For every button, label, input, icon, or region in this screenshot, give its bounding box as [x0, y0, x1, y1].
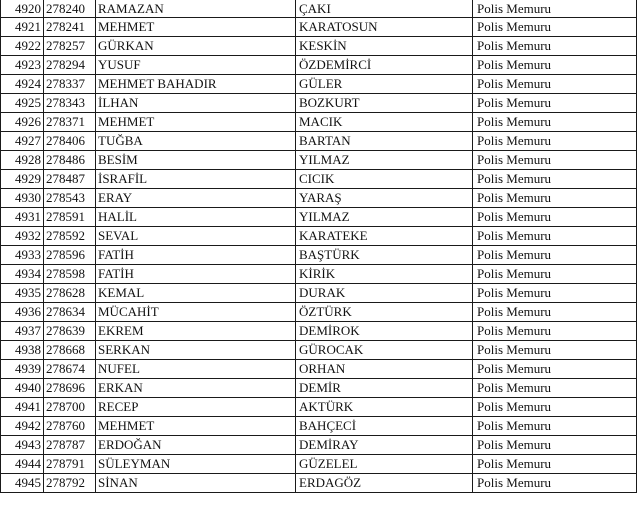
job-title-cell: Polis Memuru [473, 360, 637, 379]
registry-number-cell: 278486 [44, 151, 96, 170]
row-number-cell: 4934 [1, 265, 44, 284]
job-title-cell: Polis Memuru [473, 303, 637, 322]
registry-number-cell: 278787 [44, 436, 96, 455]
surname-cell: BOZKURT [296, 94, 473, 113]
job-title-cell: Polis Memuru [473, 227, 637, 246]
registry-number-cell: 278241 [44, 18, 96, 37]
job-title-cell: Polis Memuru [473, 455, 637, 474]
table-row [1, 94, 637, 113]
surname-cell: ORHAN [296, 360, 473, 379]
first-name-cell: GÜRKAN [96, 37, 296, 56]
first-name-cell: SERKAN [96, 341, 296, 360]
table-row [1, 227, 637, 246]
surname-cell: ÇAKI [296, 0, 473, 18]
first-name-cell: BESİM [96, 151, 296, 170]
job-title-cell: Polis Memuru [473, 56, 637, 75]
row-number-cell: 4942 [1, 417, 44, 436]
surname-cell: GÜZELEL [296, 455, 473, 474]
job-title-cell: Polis Memuru [473, 0, 637, 18]
table-row [1, 436, 637, 455]
row-number-cell: 4936 [1, 303, 44, 322]
surname-cell: ÖZTÜRK [296, 303, 473, 322]
registry-number-cell: 278343 [44, 94, 96, 113]
surname-cell: CICIK [296, 170, 473, 189]
table-row [1, 398, 637, 417]
first-name-cell: FATİH [96, 265, 296, 284]
table-row [1, 322, 637, 341]
registry-number-cell: 278791 [44, 455, 96, 474]
row-number-cell: 4940 [1, 379, 44, 398]
table-row [1, 246, 637, 265]
job-title-cell: Polis Memuru [473, 265, 637, 284]
row-number-cell: 4937 [1, 322, 44, 341]
surname-cell: KİRİK [296, 265, 473, 284]
registry-number-cell: 278628 [44, 284, 96, 303]
surname-cell: BARTAN [296, 132, 473, 151]
job-title-cell: Polis Memuru [473, 474, 637, 493]
table-row [1, 170, 637, 189]
table-row [1, 303, 637, 322]
row-number-cell: 4926 [1, 113, 44, 132]
row-number-cell: 4939 [1, 360, 44, 379]
job-title-cell: Polis Memuru [473, 322, 637, 341]
row-number-cell: 4933 [1, 246, 44, 265]
surname-cell: GÜROCAK [296, 341, 473, 360]
job-title-cell: Polis Memuru [473, 37, 637, 56]
registry-number-cell: 278668 [44, 341, 96, 360]
surname-cell: KARATOSUN [296, 18, 473, 37]
first-name-cell: HALİL [96, 208, 296, 227]
table-row [1, 284, 637, 303]
row-number-cell: 4924 [1, 75, 44, 94]
registry-number-cell: 278592 [44, 227, 96, 246]
first-name-cell: SİNAN [96, 474, 296, 493]
surname-cell: ERDAGÖZ [296, 474, 473, 493]
job-title-cell: Polis Memuru [473, 151, 637, 170]
job-title-cell: Polis Memuru [473, 170, 637, 189]
table-row [1, 341, 637, 360]
job-title-cell: Polis Memuru [473, 113, 637, 132]
job-title-cell: Polis Memuru [473, 379, 637, 398]
row-number-cell: 4922 [1, 37, 44, 56]
first-name-cell: RAMAZAN [96, 0, 296, 18]
registry-number-cell: 278596 [44, 246, 96, 265]
first-name-cell: İLHAN [96, 94, 296, 113]
row-number-cell: 4938 [1, 341, 44, 360]
registry-number-cell: 278696 [44, 379, 96, 398]
table-row [1, 265, 637, 284]
job-title-cell: Polis Memuru [473, 417, 637, 436]
table-row [1, 208, 637, 227]
job-title-cell: Polis Memuru [473, 341, 637, 360]
surname-cell: KESKİN [296, 37, 473, 56]
surname-cell: KARATEKE [296, 227, 473, 246]
registry-number-cell: 278591 [44, 208, 96, 227]
registry-number-cell: 278487 [44, 170, 96, 189]
first-name-cell: FATİH [96, 246, 296, 265]
first-name-cell: NUFEL [96, 360, 296, 379]
row-number-cell: 4920 [1, 0, 44, 18]
first-name-cell: RECEP [96, 398, 296, 417]
row-number-cell: 4945 [1, 474, 44, 493]
surname-cell: YILMAZ [296, 151, 473, 170]
surname-cell: BAŞTÜRK [296, 246, 473, 265]
surname-cell: ÖZDEMİRCİ [296, 56, 473, 75]
row-number-cell: 4927 [1, 132, 44, 151]
surname-cell: DEMİRAY [296, 436, 473, 455]
row-number-cell: 4925 [1, 94, 44, 113]
surname-cell: DURAK [296, 284, 473, 303]
row-number-cell: 4943 [1, 436, 44, 455]
row-number-cell: 4932 [1, 227, 44, 246]
registry-number-cell: 278257 [44, 37, 96, 56]
table-row [1, 189, 637, 208]
job-title-cell: Polis Memuru [473, 94, 637, 113]
job-title-cell: Polis Memuru [473, 18, 637, 37]
table-row [1, 0, 637, 18]
surname-cell: AKTÜRK [296, 398, 473, 417]
table-row [1, 379, 637, 398]
row-number-cell: 4921 [1, 18, 44, 37]
row-number-cell: 4923 [1, 56, 44, 75]
first-name-cell: MEHMET BAHADIR [96, 75, 296, 94]
job-title-cell: Polis Memuru [473, 436, 637, 455]
registry-number-cell: 278792 [44, 474, 96, 493]
first-name-cell: EKREM [96, 322, 296, 341]
first-name-cell: ERAY [96, 189, 296, 208]
table-row [1, 75, 637, 94]
first-name-cell: SEVAL [96, 227, 296, 246]
registry-number-cell: 278294 [44, 56, 96, 75]
registry-number-cell: 278674 [44, 360, 96, 379]
table-row [1, 132, 637, 151]
row-number-cell: 4931 [1, 208, 44, 227]
surname-cell: YARAŞ [296, 189, 473, 208]
job-title-cell: Polis Memuru [473, 208, 637, 227]
first-name-cell: MEHMET [96, 113, 296, 132]
first-name-cell: ERDOĞAN [96, 436, 296, 455]
job-title-cell: Polis Memuru [473, 284, 637, 303]
surname-cell: MACIK [296, 113, 473, 132]
personnel-table-body [1, 0, 637, 493]
registry-number-cell: 278639 [44, 322, 96, 341]
table-row [1, 56, 637, 75]
registry-number-cell: 278700 [44, 398, 96, 417]
registry-number-cell: 278371 [44, 113, 96, 132]
table-row [1, 113, 637, 132]
table-row [1, 474, 637, 493]
table-row [1, 37, 637, 56]
job-title-cell: Polis Memuru [473, 398, 637, 417]
registry-number-cell: 278240 [44, 0, 96, 18]
job-title-cell: Polis Memuru [473, 132, 637, 151]
first-name-cell: TUĞBA [96, 132, 296, 151]
first-name-cell: YUSUF [96, 56, 296, 75]
table-row [1, 455, 637, 474]
row-number-cell: 4935 [1, 284, 44, 303]
table-row [1, 360, 637, 379]
job-title-cell: Polis Memuru [473, 75, 637, 94]
row-number-cell: 4941 [1, 398, 44, 417]
table-row [1, 151, 637, 170]
registry-number-cell: 278543 [44, 189, 96, 208]
registry-number-cell: 278598 [44, 265, 96, 284]
surname-cell: GÜLER [296, 75, 473, 94]
row-number-cell: 4930 [1, 189, 44, 208]
surname-cell: BAHÇECİ [296, 417, 473, 436]
registry-number-cell: 278406 [44, 132, 96, 151]
job-title-cell: Polis Memuru [473, 189, 637, 208]
registry-number-cell: 278337 [44, 75, 96, 94]
row-number-cell: 4929 [1, 170, 44, 189]
table-row [1, 417, 637, 436]
surname-cell: DEMİR [296, 379, 473, 398]
first-name-cell: MÜCAHİT [96, 303, 296, 322]
table-row [1, 18, 637, 37]
surname-cell: DEMİROK [296, 322, 473, 341]
first-name-cell: MEHMET [96, 417, 296, 436]
registry-number-cell: 278760 [44, 417, 96, 436]
row-number-cell: 4944 [1, 455, 44, 474]
first-name-cell: SÜLEYMAN [96, 455, 296, 474]
registry-number-cell: 278634 [44, 303, 96, 322]
first-name-cell: MEHMET [96, 18, 296, 37]
first-name-cell: ERKAN [96, 379, 296, 398]
first-name-cell: İSRAFİL [96, 170, 296, 189]
surname-cell: YILMAZ [296, 208, 473, 227]
row-number-cell: 4928 [1, 151, 44, 170]
first-name-cell: KEMAL [96, 284, 296, 303]
job-title-cell: Polis Memuru [473, 246, 637, 265]
